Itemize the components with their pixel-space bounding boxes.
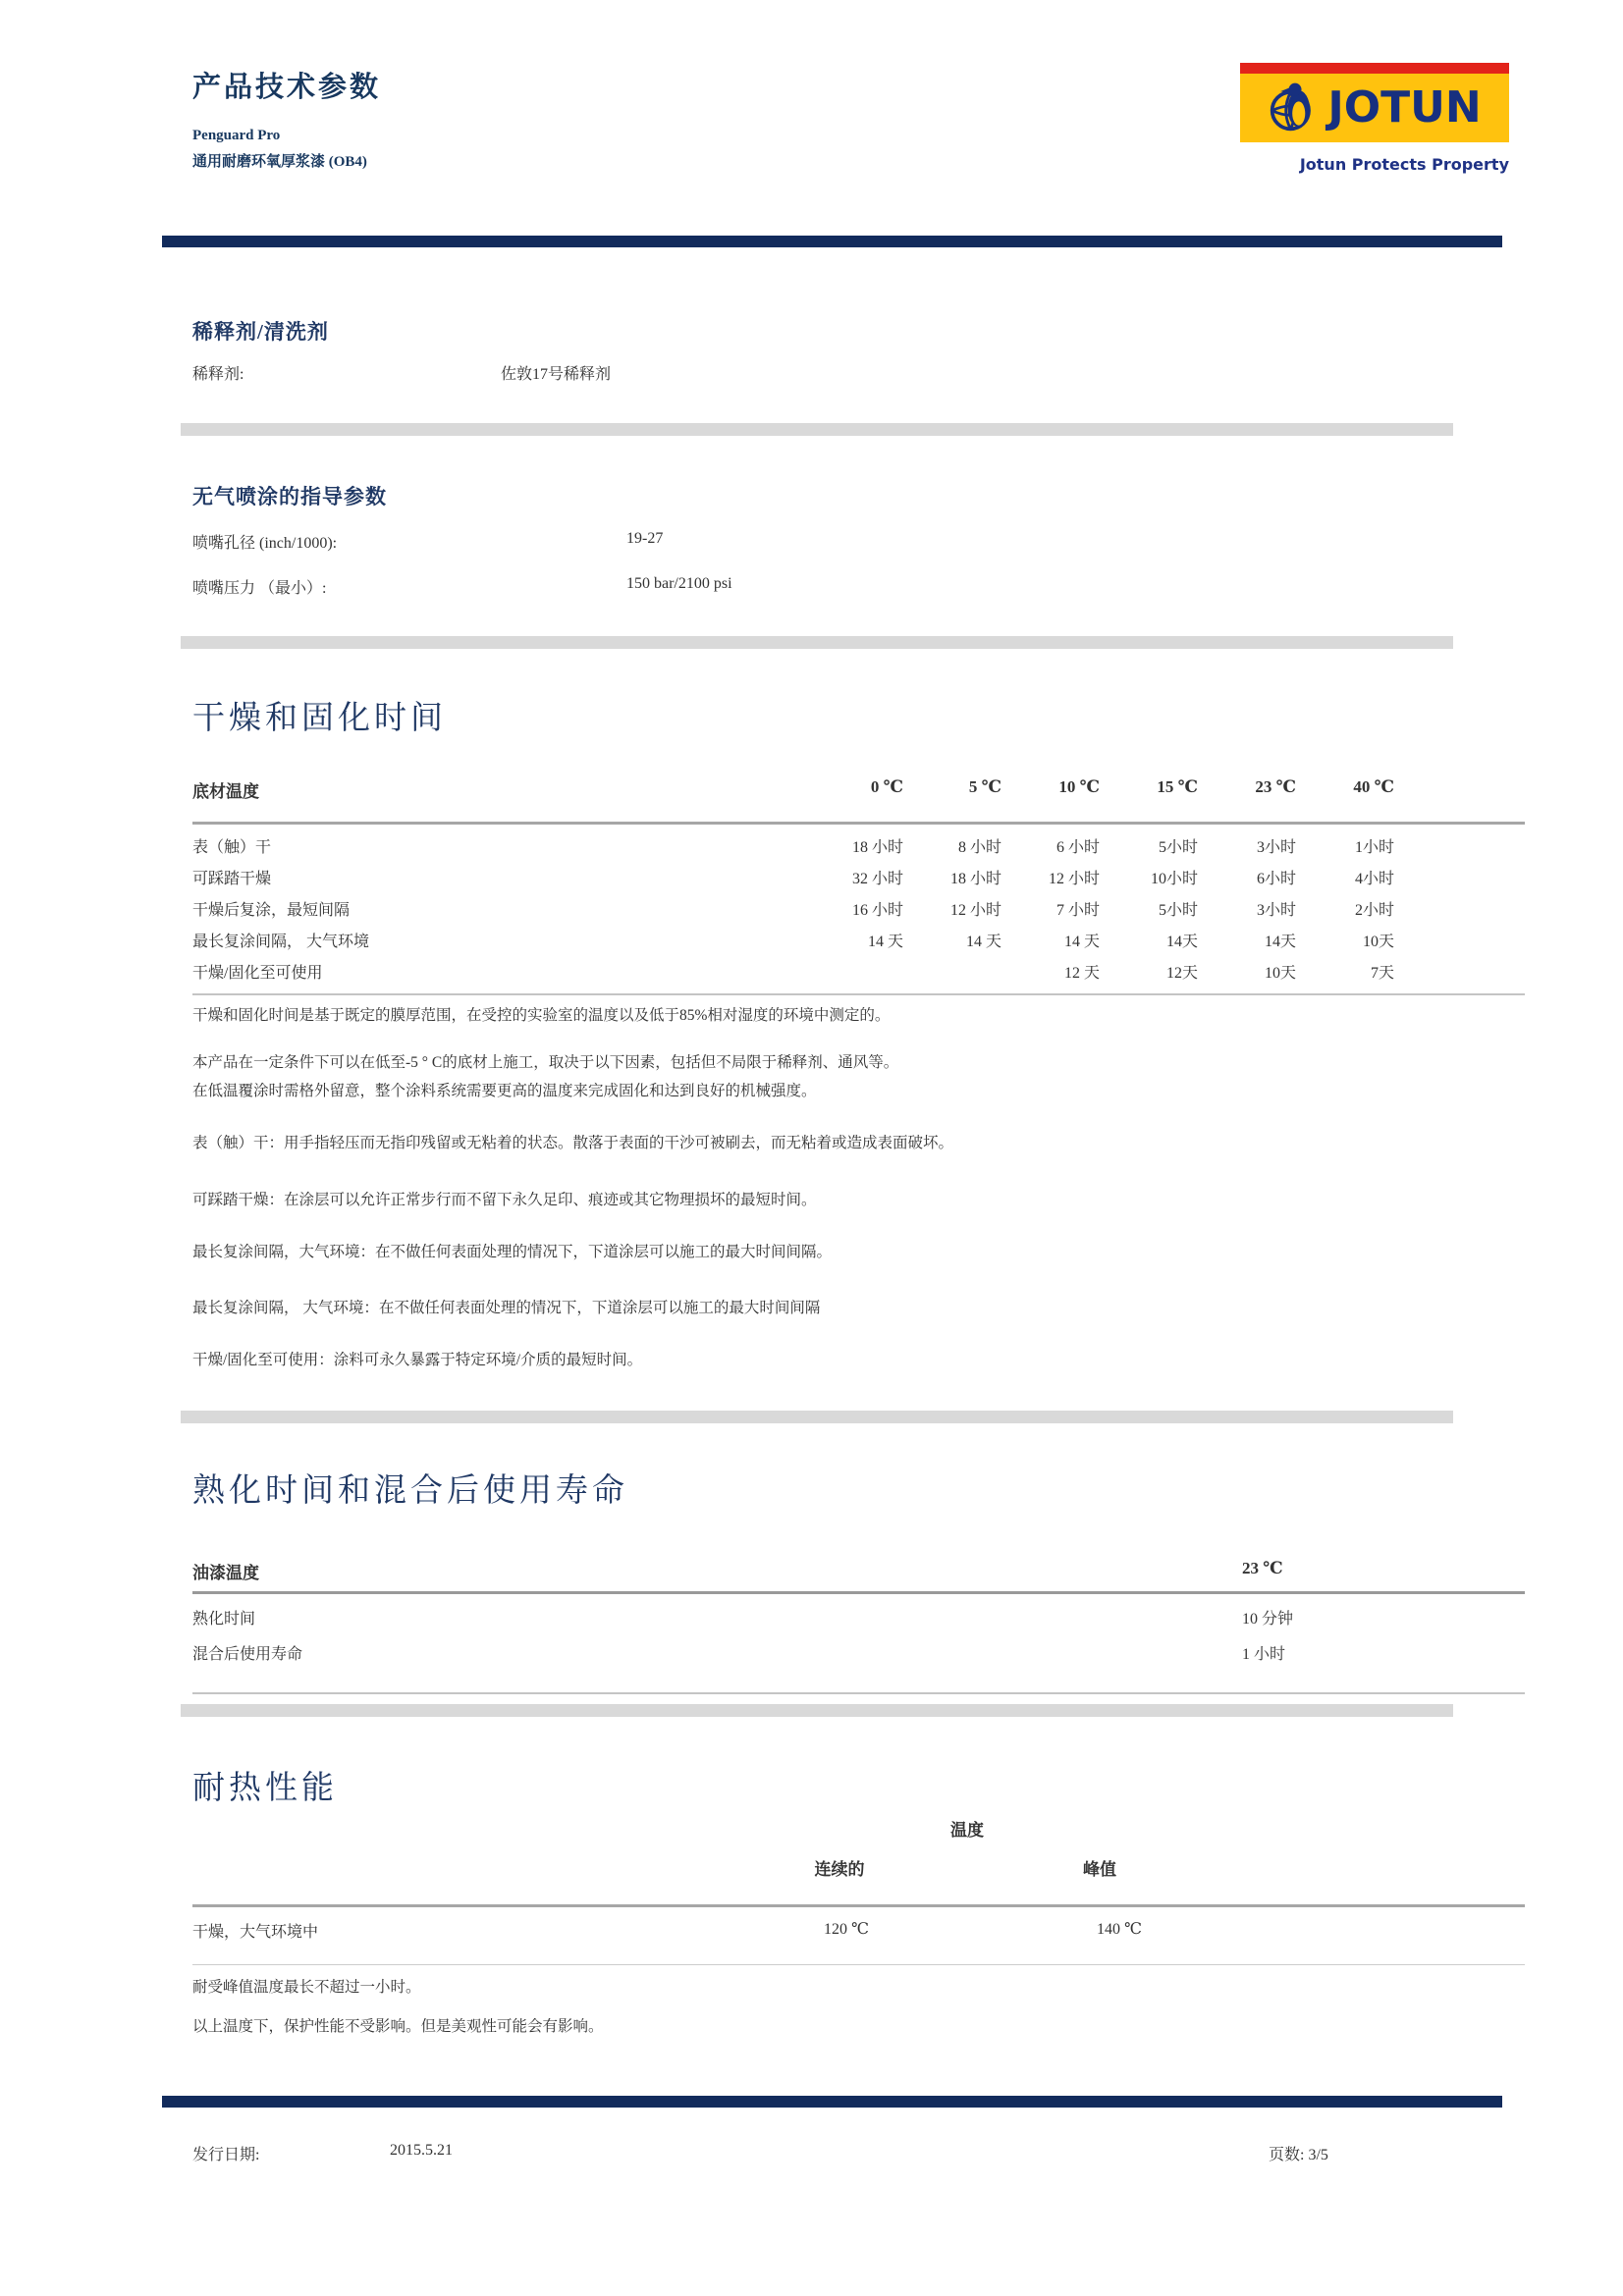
page-number: 页数: 3/5 [1269,2147,1328,2163]
drying-curing-table [192,777,1525,995]
cell: 10 分钟 [1242,1611,1294,1628]
cell: 12 小时 [1048,871,1100,887]
section-heading-thinner: 稀释剂/清洗剂 [192,320,329,344]
cell: 2小时 [1354,902,1394,919]
cell: 16 小时 [851,902,903,919]
column-header-10c: 10 ℃ [1058,777,1100,796]
footer-divider-bar [162,2096,1502,2108]
cell: 1 小时 [1242,1646,1286,1663]
logo-tagline: Jotun Protects Property [1299,155,1509,174]
cell: 14 天 [965,934,1001,950]
cell-peak: 140 ℃ [1097,1921,1142,1938]
pot-life-table-body [192,1594,1525,1694]
nozzle-size-value: 19-27 [626,530,664,547]
issue-date-label: 发行日期: [192,2147,260,2163]
row-label: 表（触）干 [192,839,272,856]
column-header-peak: 峰值 [1083,1860,1116,1879]
heat-note: 耐受峰值温度最长不超过一小时。 [192,1979,421,1996]
logo-red-stripe [1240,63,1509,74]
drying-note: 本产品在一定条件下可以在低至-5 ° C的底材上施工，取决于以下因素，包括但不局限于稀释剂、通风等。 [192,1054,899,1071]
drying-note: 表（触）干：用手指轻压而无指印残留或无粘着的状态。散落于表面的干沙可被刷去，而无粘着或造成表面破坏。 [192,1135,954,1151]
section-separator [181,1411,1453,1423]
drying-note: 干燥/固化至可使用：涂料可永久暴露于特定环境/介质的最短时间。 [192,1352,643,1368]
heat-table-group-header [192,1816,1525,1855]
section-heading-pot-life: 熟化时间和混合后使用寿命 [192,1473,628,1509]
logo-wordmark: JOTUN [1327,82,1482,133]
footer [192,2142,1525,2164]
cell-continuous: 120 ℃ [824,1921,869,1938]
row-label: 干燥后复涂，最短间隔 [192,902,351,919]
cell: 10小时 [1150,871,1198,887]
pot-life-table [192,1559,1525,1694]
section-heading-drying-curing: 干燥和固化时间 [192,701,447,736]
heat-note: 以上温度下，保护性能不受影响。但是美观性可能会有影响。 [192,2018,604,2035]
row-label: 最长复涂间隔， 大气环境 [192,934,370,950]
cell: 7 小时 [1055,902,1100,919]
table-row [192,1637,1525,1673]
section-separator [181,423,1453,436]
cell-spacer [1394,895,1525,927]
table-row [192,958,1525,989]
cell: 12 天 [1063,965,1100,982]
thinner-label: 稀释剂: [192,366,244,383]
section-separator [181,1704,1453,1717]
group-header-temperature: 温度 [950,1821,984,1840]
jotun-logo [1240,63,1509,142]
cell-spacer [1394,864,1525,895]
cell: 14天 [1264,934,1296,950]
table-row [192,927,1525,958]
table-row [192,1907,1525,1965]
cell: 14天 [1165,934,1198,950]
cell: 6小时 [1256,871,1296,887]
cell: 12天 [1165,965,1198,982]
table-row [192,895,1525,927]
row-label: 可踩踏干燥 [192,871,272,887]
heat-resistance-table [192,1816,1525,1965]
pot-life-table-header [192,1559,1525,1594]
column-header-paint-temp: 油漆温度 [192,1564,259,1582]
cell [805,958,903,989]
issue-date-value: 2015.5.21 [390,2142,453,2159]
row-label: 干燥，大气环境中 [192,1924,319,1941]
cell-spacer [1394,958,1525,989]
column-header-5c: 5 ℃ [968,777,1001,796]
column-header-substrate-temp: 底材温度 [192,782,259,801]
row-label: 混合后使用寿命 [192,1646,303,1663]
section-heading-airless-spray: 无气喷涂的指导参数 [192,485,387,508]
drying-note: 最长复涂间隔，大气环境：在不做任何表面处理的情况下，下道涂层可以施工的最大时间间隔。 [192,1244,833,1260]
nozzle-pressure-row [192,575,1525,598]
table-row [192,864,1525,895]
section-heading-heat-resistance: 耐热性能 [192,1771,338,1806]
thinner-value: 佐敦17号稀释剂 [501,366,612,383]
table-row [192,1602,1525,1637]
cell-spacer [1394,832,1525,864]
row-label: 干燥/固化至可使用 [192,965,323,982]
cell: 32 小时 [851,871,903,887]
cell: 18 小时 [851,839,903,856]
section-separator [181,636,1453,649]
drying-note: 在低温覆涂时需格外留意，整个涂料系统需要更高的温度来完成固化和达到良好的机械强度。 [192,1083,817,1099]
cell: 4小时 [1354,871,1394,887]
logo-body [1240,74,1509,142]
nozzle-size-row [192,530,1525,553]
nozzle-pressure-value: 150 bar/2100 psi [626,575,732,592]
cell: 8 小时 [957,839,1001,856]
table-row [192,832,1525,864]
cell: 3小时 [1256,902,1296,919]
product-name: Penguard Pro [192,128,281,143]
drying-table-header [192,777,1525,825]
product-description: 通用耐磨环氧厚浆漆 (OB4) [192,154,367,170]
jotun-penguin-globe-icon [1268,79,1323,138]
page-title: 产品技术参数 [192,72,382,103]
cell: 1小时 [1354,839,1394,856]
drying-note: 最长复涂间隔， 大气环境：在不做任何表面处理的情况下，下道涂层可以施工的最大时间间隔 [192,1300,821,1316]
cell [903,958,1001,989]
column-header-23c: 23 ℃ [1242,1559,1283,1577]
column-spacer [1394,777,1525,802]
thinner-row [192,361,1525,384]
cell: 10天 [1362,934,1394,950]
column-header-continuous: 连续的 [814,1860,865,1879]
column-header-23c: 23 ℃ [1255,777,1296,796]
cell-spacer [1394,927,1525,958]
column-header-40c: 40 ℃ [1353,777,1394,796]
column-header-0c: 0 ℃ [870,777,903,796]
header-divider-bar [162,236,1502,247]
cell: 18 小时 [949,871,1001,887]
drying-note: 干燥和固化时间是基于既定的膜厚范围，在受控的实验室的温度以及低于85%相对湿度的环境中测定的。 [192,1007,891,1024]
cell: 12 小时 [949,902,1001,919]
cell: 3小时 [1256,839,1296,856]
cell: 6 小时 [1055,839,1100,856]
nozzle-pressure-label: 喷嘴压力 （最小）: [192,580,327,597]
cell: 5小时 [1158,839,1198,856]
heat-table-column-headers [192,1855,1525,1904]
cell: 5小时 [1158,902,1198,919]
drying-table-body [192,825,1525,995]
column-header-15c: 15 ℃ [1157,777,1198,796]
cell: 14 天 [867,934,903,950]
cell: 10天 [1264,965,1296,982]
cell: 14 天 [1063,934,1100,950]
row-label: 熟化时间 [192,1611,256,1628]
drying-note: 可踩踏干燥：在涂层可以允许正常步行而不留下永久足印、痕迹或其它物理损坏的最短时间。 [192,1192,817,1208]
cell: 7天 [1370,965,1394,982]
nozzle-size-label: 喷嘴孔径 (inch/1000): [192,535,338,552]
